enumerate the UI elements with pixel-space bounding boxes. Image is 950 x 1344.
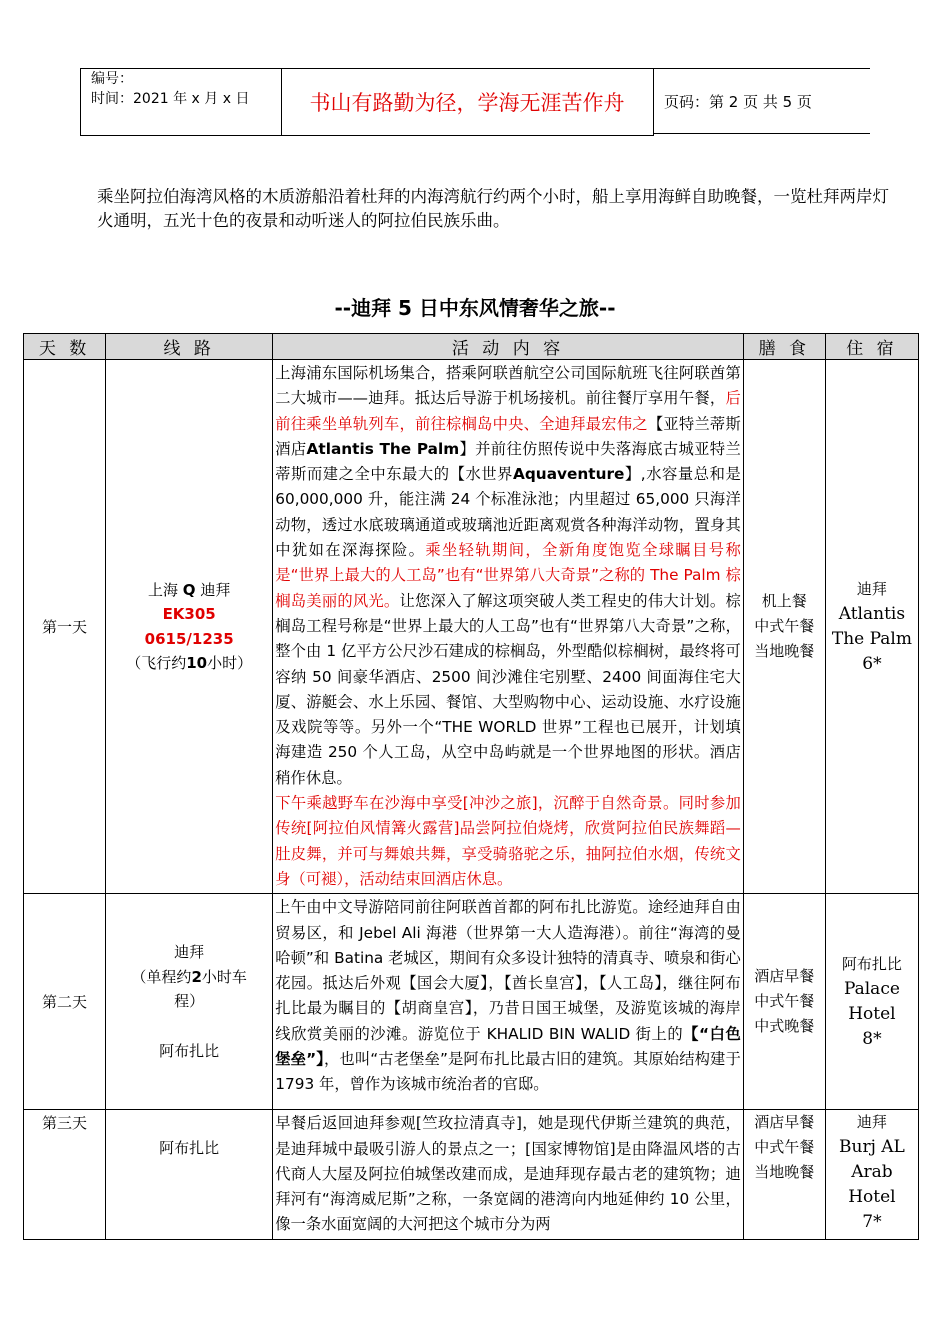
activity-text: 【亚特兰蒂斯酒店 xyxy=(275,414,741,458)
flight-time: 0615/1235 xyxy=(144,629,234,648)
route-cell xyxy=(106,1110,273,1239)
route-origin: 迪拜 xyxy=(174,943,205,962)
page-indicator: 页码：第 2 页 共 5 页 xyxy=(654,68,870,134)
meals-cell xyxy=(743,360,825,894)
day-cell: 第二天 xyxy=(24,894,106,1110)
route-destination: 阿布扎比 xyxy=(159,1041,220,1060)
hotel-name: Palace xyxy=(843,978,900,999)
header-route: 线 路 xyxy=(106,334,273,360)
table-row xyxy=(24,360,919,894)
meal-item: 酒店早餐 xyxy=(754,967,815,986)
route-origin: 上海 xyxy=(147,580,178,599)
intro-paragraph: 乘坐阿拉伯海湾风格的木质游船沿着杜拜的内海湾航行约两个小时，船上享用海鲜自助晚餐，一览杜拜两岸灯火通明，五光十色的夜景和动听迷人的阿拉伯民族乐曲。 xyxy=(97,187,889,230)
header-activity: 活 动 内 容 xyxy=(273,334,744,360)
hotel-cell xyxy=(825,894,918,1110)
duration-hours: 10 xyxy=(186,654,208,673)
hotel-name: The Palm xyxy=(831,628,912,649)
route-duration-suffix: 小时车 xyxy=(201,967,247,986)
activity-highlight: 下午乘越野车在沙海中享受[冲沙之旅]，沉醉于自然奇景。同时参加传统[阿拉伯风情篝火露营]品尝阿拉伯烧烤，欣赏阿拉伯民族舞蹈—肚皮舞，并可与舞娘共舞，享受骑骆驼之乐，抽阿拉伯水烟，传统文身（可褪），活动结束回酒店休息。 xyxy=(275,794,741,888)
header-info-cell xyxy=(80,68,282,136)
hotel-name: Atlantis xyxy=(838,603,906,624)
activity-highlight: 后前往乘坐单轨列车，前往棕榈岛中央、全迪拜最宏伟之 xyxy=(275,389,741,433)
hotel-name: Arab Hotel xyxy=(848,1162,896,1208)
meal-item: 机上餐 xyxy=(761,592,807,611)
meal-item: 当地晚餐 xyxy=(754,1163,815,1182)
hotel-name: Burj AL xyxy=(839,1137,905,1158)
table-header-row xyxy=(24,334,919,360)
date-label: 时间：2021 年 x 月 x 日 xyxy=(91,91,250,107)
route-destination: 迪拜 xyxy=(200,580,231,599)
header-day: 天 数 xyxy=(24,334,106,360)
hotel-cell xyxy=(825,360,918,894)
activity-cell xyxy=(273,894,744,1110)
hotel-rating: 8* xyxy=(862,1028,882,1049)
aquaventure-bold: Aquaventure xyxy=(513,465,625,484)
route-cell xyxy=(106,360,273,894)
activity-text: 】并前往仿照传说中失落海底古城亚特兰蒂斯而建之全中东最大的【水世界 xyxy=(275,439,741,484)
hotel-cell xyxy=(825,1110,918,1239)
route-duration-prefix: （单程约 xyxy=(131,967,192,986)
route-cell xyxy=(106,894,273,1110)
meals-cell xyxy=(743,894,825,1110)
route-duration-hours: 2 xyxy=(191,967,202,986)
hotel-city: 迪拜 xyxy=(856,1113,887,1132)
table-row xyxy=(24,894,919,1110)
activity-text: 上海浦东国际机场集合，搭乘阿联酋航空公司国际航班飞往阿联酋第二大城市——迪拜。抵达后导游于机场接机。前往餐厅享用午餐， xyxy=(275,364,741,408)
route-duration-end: 程） xyxy=(174,992,205,1011)
hotel-name: Hotel xyxy=(848,1003,896,1024)
header-meals: 膳 食 xyxy=(743,334,825,360)
header-motto: 书山有路勤为径，学海无涯苦作舟 xyxy=(281,68,654,136)
meal-item: 中式晚餐 xyxy=(754,1017,815,1036)
activity-text: 上午由中文导游陪同前往阿联酋首都的阿布扎比游览。途经迪拜自由贸易区，和 Jebel Ali 海港（世界第一大人造海港）。前往“海湾的曼哈顿”和 Batina 老城区，期间有众多设计独特的清真寺、喷泉和街心花园。抵达后外观【国会大厦】，【酋长皇宫】，【人工岛】，继往阿布扎比最为瞩目的【胡商皇宫】，乃昔日国王城堡，及游览该城的海岸线欣赏美丽的沙滩。游览位于 KHALID BIN WALID 街上的 xyxy=(275,898,741,1043)
header-hotel: 住 宿 xyxy=(825,334,918,360)
meals-cell xyxy=(743,1110,825,1239)
activity-text: ，也叫“古老堡垒”是阿布扎比最古旧的建筑。其原始结构建于 1793 年，曾作为该城市统治者的官邸。 xyxy=(275,1050,741,1094)
meal-item: 中式午餐 xyxy=(754,992,815,1011)
meal-item: 当地晚餐 xyxy=(754,642,815,661)
itinerary-table xyxy=(23,333,919,1240)
white-fort-bold: 【“白色堡垒”】 xyxy=(275,1024,741,1069)
route-destination: 阿布扎比 xyxy=(159,1139,220,1158)
hotel-rating: 7* xyxy=(862,1212,882,1233)
day-cell: 第三天 xyxy=(24,1110,106,1239)
day-cell: 第一天 xyxy=(24,360,106,894)
hotel-city: 迪拜 xyxy=(856,579,887,598)
page-title: --迪拜 5 日中东风情奢华之旅-- xyxy=(334,296,616,320)
meal-item: 中式午餐 xyxy=(754,617,815,636)
activity-text: 】,水容量总和是 60,000,000 升，能注满 24 个标准泳池；内里超过 65,000 只海洋动物，透过水底玻璃通道或玻璃池近距离观赏各种海洋动物，置身其中犹如在深海探险。 xyxy=(275,465,741,560)
activity-cell xyxy=(273,360,744,894)
hotel-name-bold: Atlantis The Palm xyxy=(306,439,460,458)
flight-number: EK305 xyxy=(162,605,216,624)
activity-highlight: 乘坐轻轨期间，全新角度饱览全球瞩目号称是“世界上最大的人工岛”也有“世界第八大奇景”之称的 The Palm 棕榈岛美丽的风光。 xyxy=(275,541,741,610)
activity-cell: 早餐后返回迪拜参观[竺玫拉清真寺]，她是现代伊斯兰建筑的典范，是迪拜城中最吸引游人的景点之一；[国家博物馆]是由降温风塔的古代商人大屋及阿拉伯城堡改建而成，是迪拜现存最古老的建筑物；迪拜河有“海湾威尼斯”之称，一条宽阔的港湾向内地延伸约 10 公里，像一条水面宽阔的大河把这个城市分为两 xyxy=(273,1110,744,1239)
activity-text: 让您深入了解这项突破人类工程史的伟大计划。棕榈岛工程号称是“世界上最大的人工岛”也有“世界第八大奇景”之称，整个由 1 亿平方公尺沙石建成的棕榈岛，外型酷似棕榈树，最终将可容纳 50 间豪华酒店、2500 间沙滩住宅别墅、2400 间面海住宅大厦、游艇会、水上乐园、餐馆、大型购物中心、运动设施、水疗设施及戏院等等。另外一个“THE WORLD 世界”工程也已展开，计划填海建造 250 个人工岛，从空中岛屿就是一个世界地图的形状。酒店稍作休息。 xyxy=(275,591,741,787)
duration-suffix: 小时） xyxy=(207,654,253,673)
meal-item: 中式午餐 xyxy=(754,1138,815,1157)
hotel-rating: 6* xyxy=(862,653,882,674)
duration-prefix: （飞行约 xyxy=(126,654,187,673)
number-label: 编号： xyxy=(91,71,133,87)
table-row xyxy=(24,1110,919,1239)
route-q: Q xyxy=(182,580,196,599)
document-header xyxy=(80,68,870,136)
hotel-city: 阿布扎比 xyxy=(841,954,902,973)
meal-item: 酒店早餐 xyxy=(754,1113,815,1132)
